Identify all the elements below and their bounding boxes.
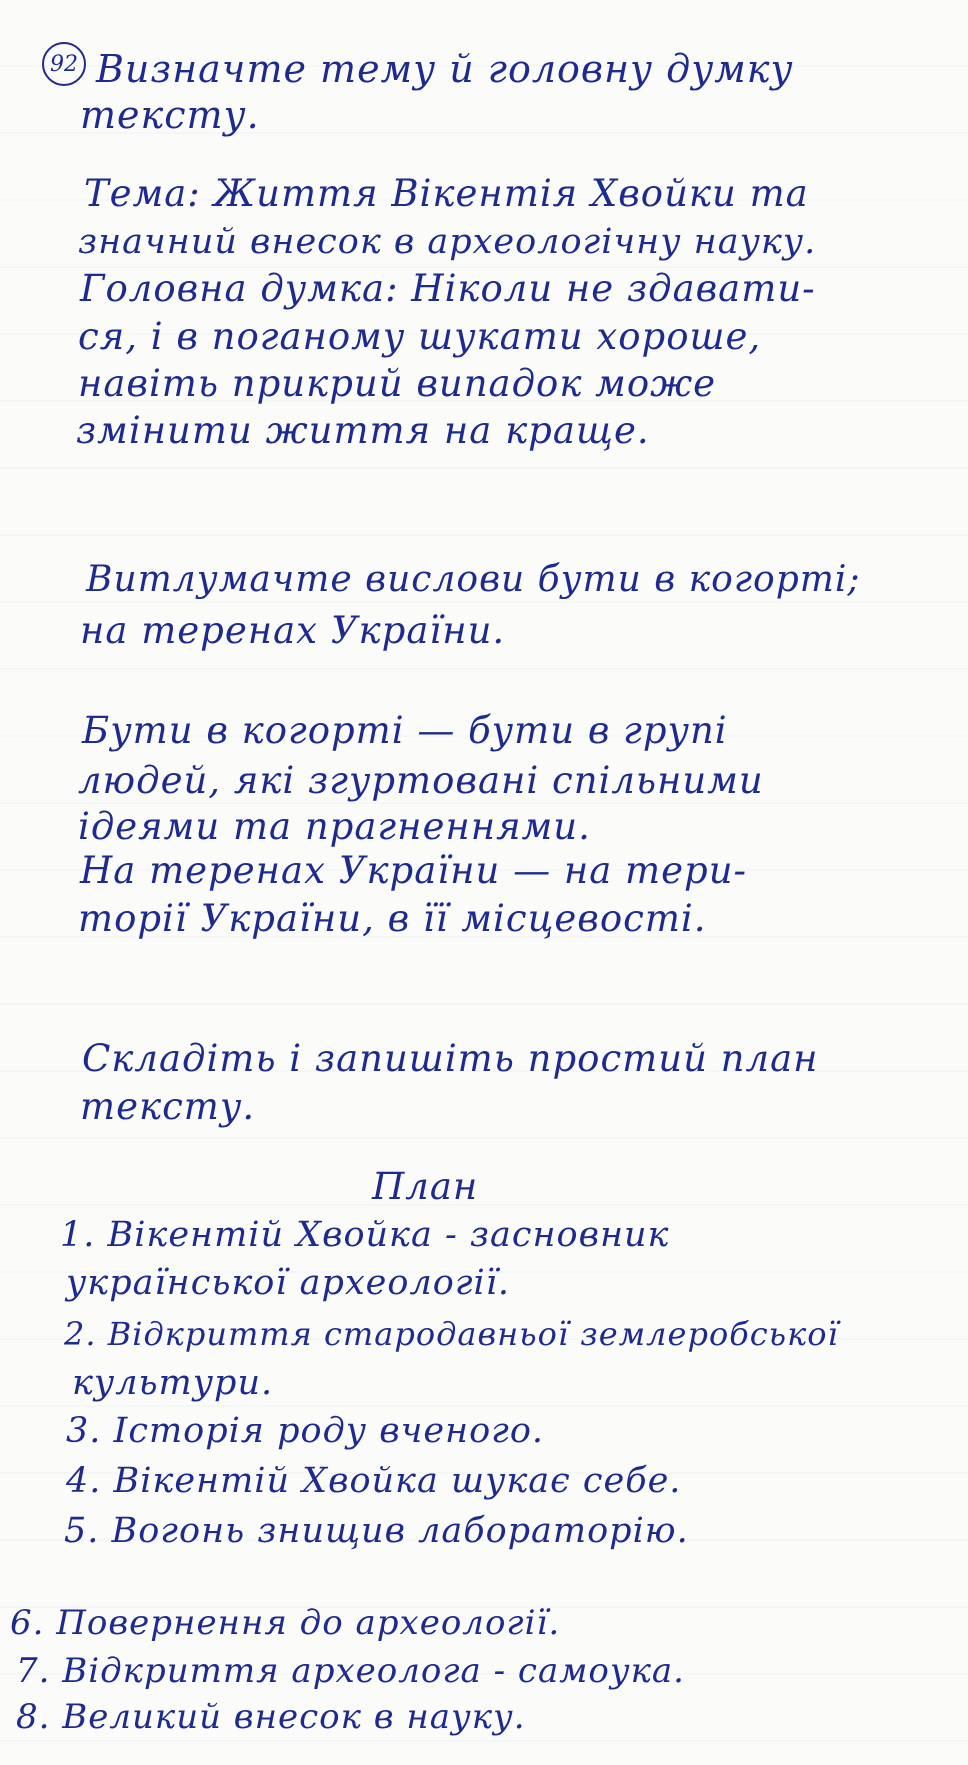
plan-item-4: 4. Вікентій Хвойка шукає себе. [66, 1461, 682, 1501]
task1-line-1: Визначте тему й головну думку [96, 47, 794, 91]
plan-item-5: 5. Вогонь знищив лабораторію. [64, 1511, 689, 1551]
task3-line-1: Складіть і запишіть простий план [82, 1037, 819, 1080]
task1-line-2: тексту. [80, 93, 260, 137]
answer1-line-4: ся, і в поганому шукати хороше, [78, 315, 762, 358]
answer2-line-1: Бути в когорті — бути в групі [82, 709, 728, 752]
answer1-line-2: значний внесок в археологічну науку. [78, 222, 817, 262]
answer1-line-5: навіть прикрий випадок може [78, 362, 717, 405]
plan-item-3: 3. Історія роду вченого. [66, 1411, 545, 1451]
plan-item-2: 2. Відкриття стародавньої землеробської [64, 1315, 839, 1353]
answer2-line-2: людей, які згуртовані спільними [78, 759, 764, 802]
plan-item-2-cont: культури. [72, 1363, 274, 1403]
task2-line-1: Витлумачте вислови бути в когорті; [86, 559, 861, 600]
answer2-line-4: На теренах України — на тери- [80, 849, 748, 892]
plan-item-1-cont: української археології. [66, 1263, 511, 1303]
plan-item-8: 8. Великий внесок в науку. [16, 1697, 526, 1737]
task2-line-2: на теренах України. [80, 609, 506, 652]
exercise-number: 92 [42, 42, 86, 86]
answer1-line-6: змінити життя на краще. [76, 409, 650, 452]
plan-item-6: 6. Повернення до археології. [10, 1603, 561, 1643]
answer1-line-1: Тема: Життя Вікентія Хвойки та [84, 172, 809, 215]
answer2-line-5: торії України, в її місцевості. [78, 897, 707, 940]
plan-title: План [372, 1165, 479, 1208]
plan-item-1: 1. Вікентій Хвойка - засновник [60, 1215, 670, 1255]
plan-item-7: 7. Відкриття археолога - самоука. [16, 1651, 685, 1691]
task3-line-2: тексту. [80, 1085, 256, 1128]
answer1-line-3: Головна думка: Ніколи не здавати- [80, 267, 816, 310]
answer2-line-3: ідеями та прагненнями. [78, 805, 591, 848]
